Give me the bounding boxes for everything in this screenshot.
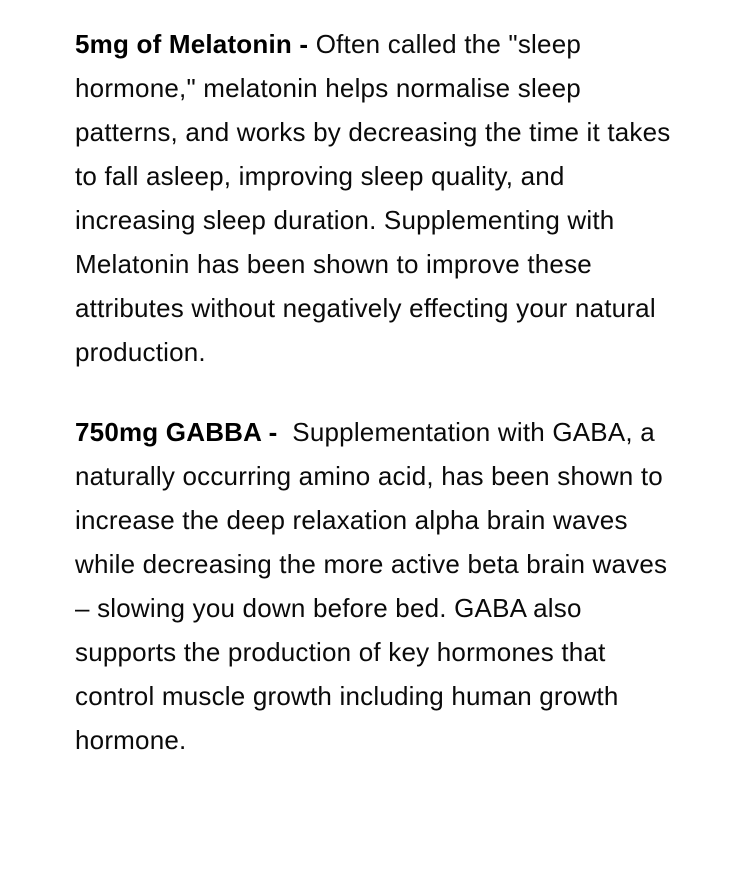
paragraph-gabba: [75, 410, 676, 762]
paragraph-gabba-heading: 750mg GABBA -: [75, 417, 278, 447]
paragraph-melatonin: [75, 22, 676, 374]
paragraph-melatonin-heading: 5mg of Melatonin -: [75, 29, 309, 59]
paragraph-melatonin-body: Often called the "sleep hormone," melatonin helps normalise sleep patterns, and works by decreasing the time it takes to fall asleep, improving sleep quality, and increasing sleep duration. Supplementing with Melatonin has been shown to improve these attributes without negatively effecting your natural production.: [75, 29, 671, 367]
paragraph-gabba-body: Supplementation with GABA, a naturally occurring amino acid, has been shown to increase the deep relaxation alpha brain waves while decreasing the more active beta brain waves – slowing you down before bed. GABA also supports the production of key hormones that control muscle growth including human growth hormone.: [75, 417, 668, 755]
body-copy: [75, 22, 676, 762]
